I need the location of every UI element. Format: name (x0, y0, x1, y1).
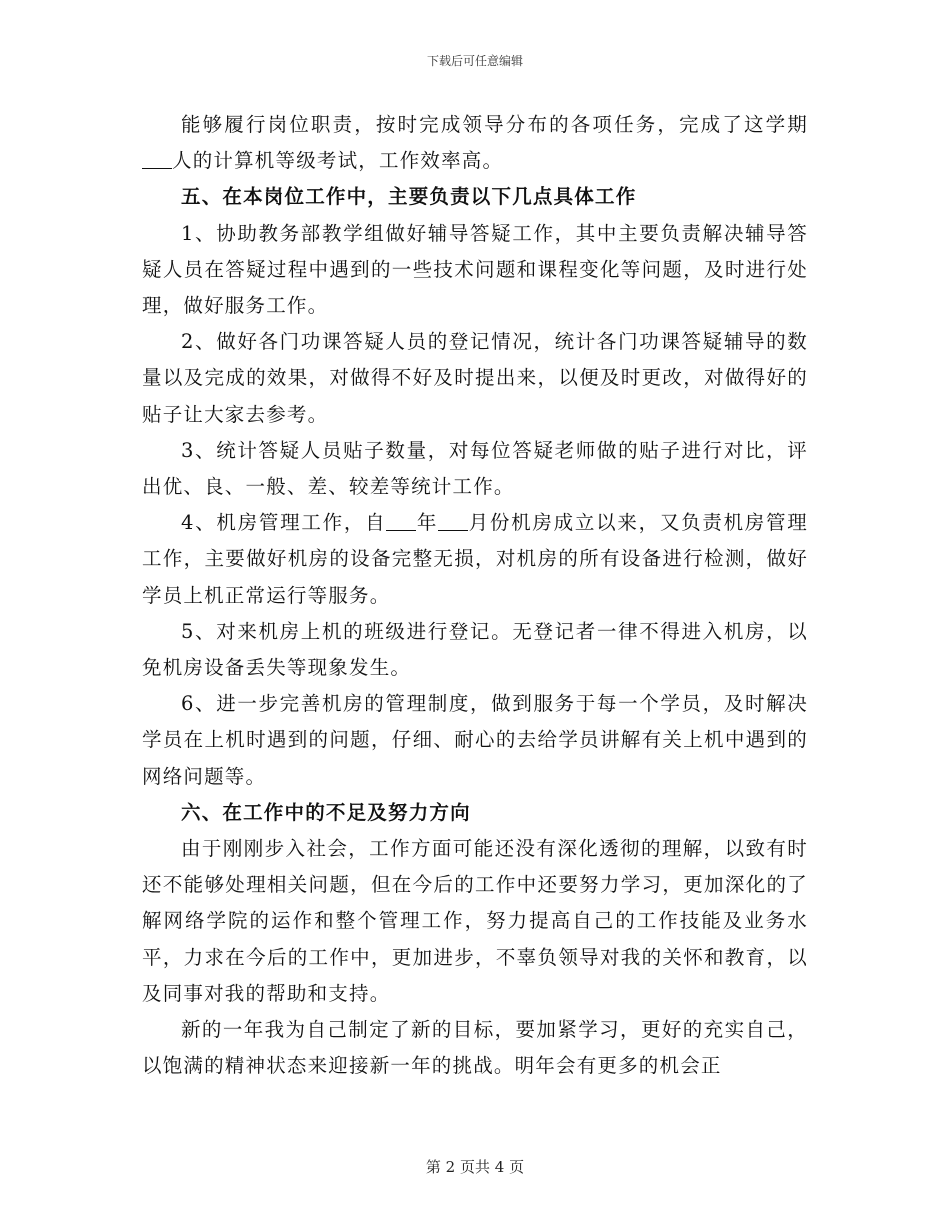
page-footer: 第 2 页共 4 页 (425, 1158, 525, 1176)
paragraph-item-1: 1、协助教务部教学组做好辅导答疑工作，其中主要负责解决辅导答疑人员在答疑过程中遇到的一些技术问题和课程变化等问题，及时进行处理，做好服务工作。 (142, 221, 808, 318)
document-body (142, 107, 808, 1084)
paragraph-item-6: 6、进一步完善机房的管理制度，做到服务于每一个学员，及时解决学员在上机时遇到的问题，仔细、耐心的去给学员讲解有关上机中遇到的网络问题等。 (142, 692, 808, 788)
paragraph-continuation: 能够履行岗位职责，按时完成领导分布的各项任务，完成了这学期人的计算机等级考试，工作效率高。 (142, 107, 808, 179)
section-heading-six: 六、在工作中的不足及努力方向 (181, 800, 471, 824)
paragraph-item-5: 5、对来机房上机的班级进行登记。无登记者一律不得进入机房，以免机房设备丢失等现象发生。 (142, 619, 808, 680)
paragraph-item-3: 3、统计答疑人员贴子数量，对每位答疑老师做的贴子进行对比，评出优、良、一般、差、较差等统计工作。 (142, 438, 808, 499)
section-heading-five: 五、在本岗位工作中，主要负责以下几点具体工作 (181, 185, 637, 209)
paragraph-shortcomings: 由于刚刚步入社会，工作方面可能还没有深化透彻的理解，以致有时还不能够处理相关问题，但在今后的工作中还要努力学习，更加深化的了解网络学院的运作和整个管理工作，努力提高自己的工作技能及业务水平，力求在今后的工作中，更加进步，不辜负领导对我的关怀和教育，以及同事对我的帮助和支持。 (142, 837, 808, 1005)
paragraph-item-2: 2、做好各门功课答疑人员的登记情况，统计各门功课答疑辅导的数量以及完成的效果，对做得不好及时提出来，以便及时更改，对做得好的贴子让大家去参考。 (142, 330, 808, 426)
blank-field-month (438, 512, 468, 531)
blank-field (142, 150, 172, 169)
blank-field-year (386, 512, 416, 531)
page-header: 下载后可任意编辑 (426, 54, 523, 68)
paragraph-item-4: 4、机房管理工作，自 年 月份机房成立以来，又负责机房管理工作，主要做好机房的设备完整无损，对机房的所有设备进行检测，做好学员上机正常运行等服务。 (142, 511, 808, 607)
paragraph-new-year: 新的一年我为自己制定了新的目标，要加紧学习，更好的充实自己，以饱满的精神状态来迎接新一年的挑战。明年会有更多的机会正 (142, 1018, 808, 1078)
